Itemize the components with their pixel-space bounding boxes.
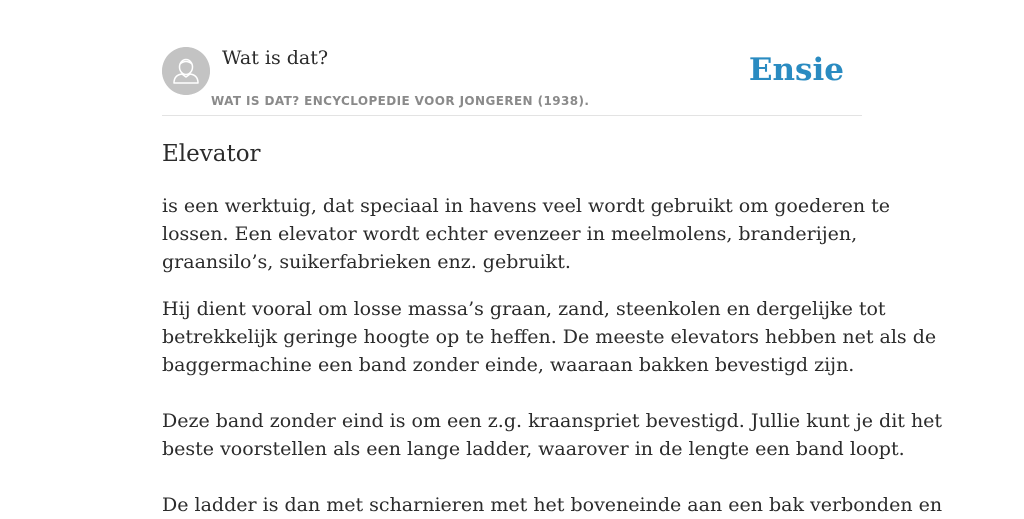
- body-line: is een werktuig, dat speciaal in havens veel wordt gebruikt om goederen te: [162, 195, 891, 217]
- source-title[interactable]: Wat is dat?: [222, 47, 329, 69]
- body-line: betrekkelijk geringe hoogte op te heffen. De meeste elevators hebben net als de: [162, 326, 937, 348]
- paragraph-gap: [162, 463, 862, 491]
- body-line: De ladder is dan met scharnieren met het boveneinde aan een bak verbonden en: [162, 494, 943, 516]
- body-line: lossen. Een elevator wordt echter evenzeer in meelmolens, branderijen,: [162, 223, 858, 245]
- source-subtitle[interactable]: WAT IS DAT? ENCYCLOPEDIE VOOR JONGEREN (1938).: [211, 94, 590, 108]
- article-page: [162, 0, 943, 516]
- body-line: Deze band zonder eind is om een z.g. kraanspriet bevestigd. Jullie kunt je dit het: [162, 410, 943, 432]
- article-title: Elevator: [162, 141, 261, 167]
- user-icon: [162, 47, 210, 95]
- paragraph-gap: [162, 379, 862, 407]
- source-header: [162, 0, 862, 116]
- article-body: [162, 192, 943, 519]
- paragraph-gap: [162, 276, 862, 295]
- body-line: beste voorstellen als een lange ladder, waarover in de lengte een band loopt.: [162, 438, 905, 460]
- body-line: Hij dient vooral om losse massa’s graan, zand, steenkolen en dergelijke tot: [162, 298, 886, 320]
- source-avatar[interactable]: [162, 47, 210, 95]
- brand-logo[interactable]: Ensie: [748, 52, 844, 88]
- body-line: baggermachine een band zonder einde, waaraan bakken bevestigd zijn.: [162, 354, 855, 376]
- body-line: graansilo’s, suikerfabrieken enz. gebruikt.: [162, 251, 571, 273]
